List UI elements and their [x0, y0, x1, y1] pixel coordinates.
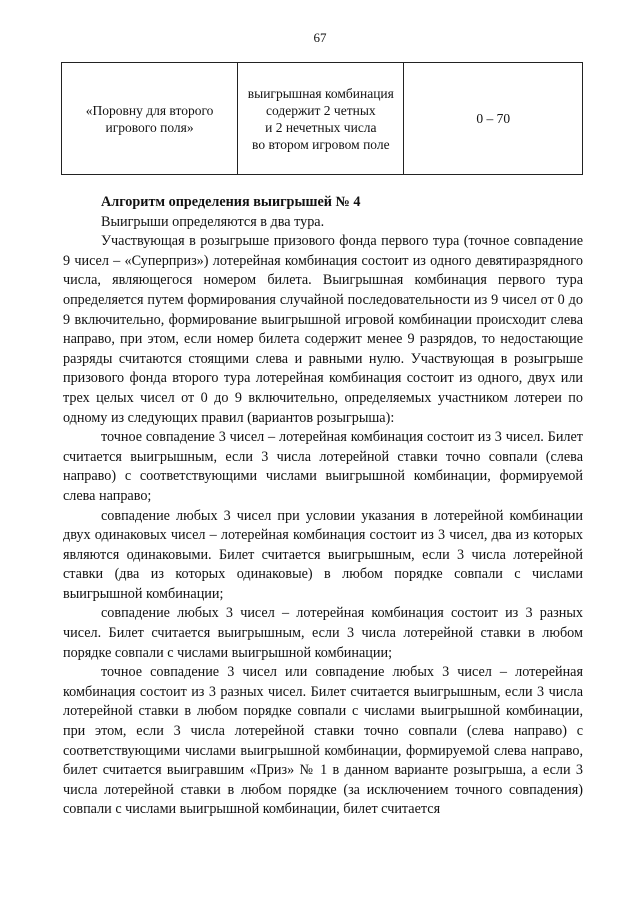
rules-table [61, 62, 583, 175]
table-cell-share: 0 – 70 [404, 63, 583, 175]
paragraph: точное совпадение 3 чисел – лотерейная комбинация состоит из 3 чисел. Билет считается выигрышным, если 3 числа лотерейной ставки точно совпали (слева направо) с соответствующими числами выигрышной комбинации, формируемой слева направо; [63, 429, 583, 504]
table-cell-prize-name: «Поровну для второго игрового поля» [62, 63, 238, 175]
table-cell-condition: выигрышная комбинация содержит 2 четных и 2 нечетных числа во втором игровом поле [238, 63, 404, 175]
paragraph: Выигрыши определяются в два тура. [101, 213, 325, 230]
algorithm-heading: Алгоритм определения выигрышей № 4 [101, 194, 361, 210]
paragraph: точное совпадение 3 чисел или совпадение любых 3 чисел – лотерейная комбинация состоит из 3 разных чисел. Билет считается выигрышным, если 3 числа лотерейной ставки в любом порядке совпали с числами выигрышной комбинации, при этом, если 3 числа лотерейной ставки точно совпали (слева направо) с соответствующими числами выигрышной комбинации, формируемой слева направо, билет считается выигравшим «Приз» № 1 в данном варианте розыгрыша, а если 3 числа лотерейной ставки в любом порядке (за исключением точного совпадения) совпали с числами выигрышной комбинации, билет считается [63, 664, 583, 818]
paragraph: совпадение любых 3 чисел при условии указания в лотерейной комбинации двух одинаковых чисел – лотерейная комбинация состоит из 3 чисел, два из которых являются одинаковыми. Билет считается выигрышным, если 3 числа лотерейной ставки (два из которых одинаковые) в любом порядке совпали с числами выигрышной комбинации; [63, 507, 583, 602]
paragraph: совпадение любых 3 чисел – лотерейная комбинация состоит из 3 разных чисел. Билет считается выигрышным, если 3 числа лотерейной ставки в любом порядке совпали с числами выигрышной комбинации; [63, 605, 583, 661]
page-number: 67 [313, 30, 327, 45]
body-text [63, 193, 583, 820]
paragraph: Участвующая в розыгрыше призового фонда первого тура (точное совпадение 9 чисел – «Суперприз») лотерейная комбинация состоит из одного девятиразрядного числа, являющегося номером билета. Выигрышная комбинация первого тура определяется путем формирования случайной последовательности из 9 чисел от 0 до 9 включительно, формирование выигрышной игровой комбинации происходит слева направо, при этом, если номер билета содержит менее 9 разрядов, то недостающие разряды считаются стоящими слева и равными нулю. Участвующая в розыгрыше призового фонда второго тура лотерейная комбинация состоит из одного, двух или трех целых чисел от 0 до 9 включительно, определяемых участником лотереи по одному из следующих правил (вариантов розыгрыша): [63, 233, 583, 426]
table-row [62, 63, 583, 175]
